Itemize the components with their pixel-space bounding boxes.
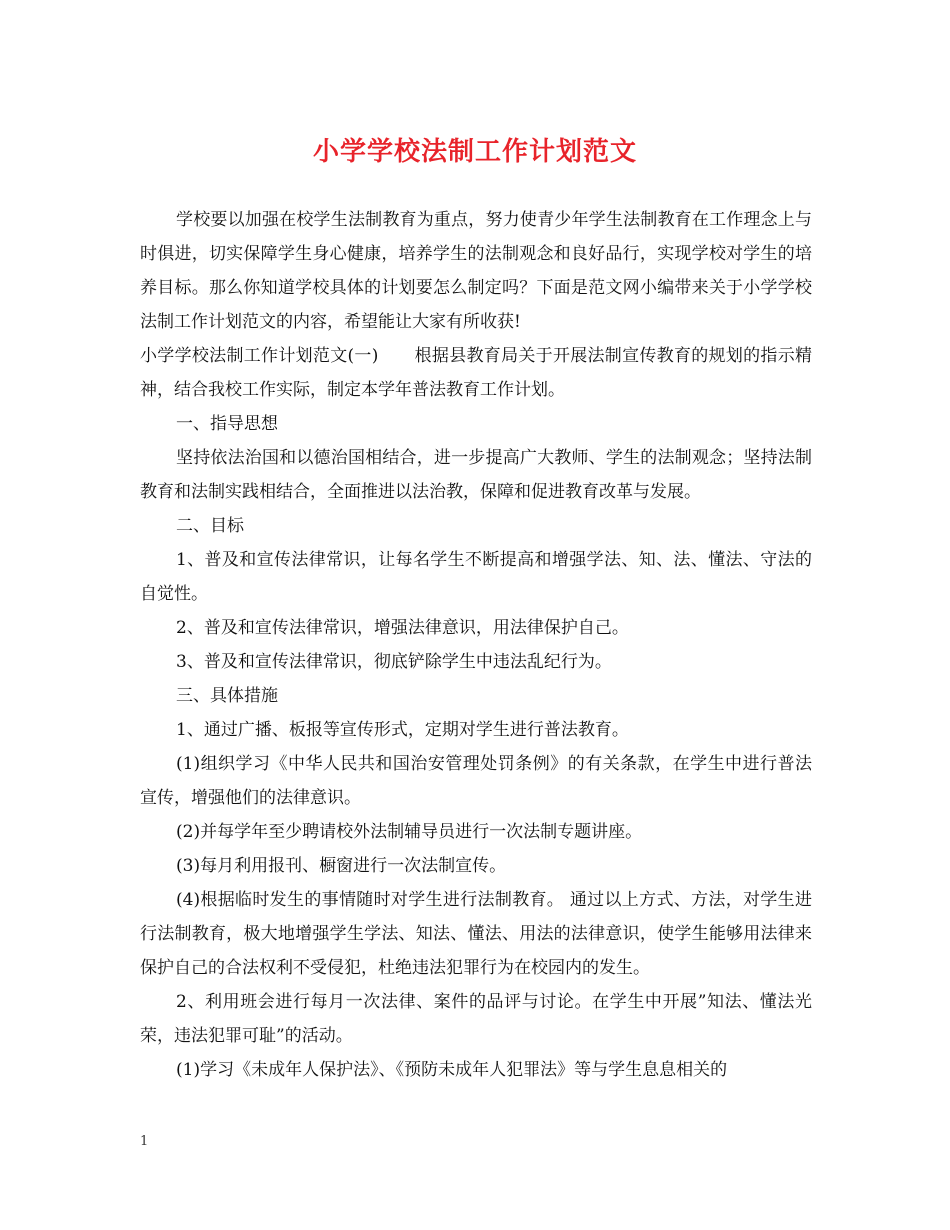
paragraph: (4)根据临时发生的事情随时对学生进行法制教育。 通过以上方式、方法，对学生进行法制教育，极大地增强学生学法、知法、懂法、用法的法律意识，使学生能够用法律来保护自己的合法权利不受侵犯，杜绝违法犯罪行为在校园内的发生。 [140,890,812,978]
heading-guiding-thought: 一、指导思想 [176,414,278,434]
paragraph: 1、普及和宣传法律常识，让每名学生不断提高和增强学法、知、法、懂法、守法的自觉性。 [140,550,812,604]
document-body [140,203,812,1087]
intro-paragraph: 学校要以加强在校学生法制教育为重点，努力使青少年学生法制教育在工作理念上与时俱进，切实保障学生身心健康，培养学生的法制观念和良好品行，实现学校对学生的培养目标。那么你知道学校具体的计划要怎么制定吗？下面是范文网小编带来关于小学学校法制工作计划范文的内容，希望能让大家有所收获! [140,210,812,332]
section-intro-text: 根据县教育局关于开展法制宣传教育的规划的指示精神，结合我校工作实际，制定本学年普法教育工作计划。 [140,346,812,400]
paragraph: 1、通过广播、板报等宣传形式，定期对学生进行普法教育。 [176,720,629,740]
document-title: 小学学校法制工作计划范文 [312,137,637,167]
page-number: 1 [140,1134,149,1149]
paragraph: (3)每月利用报刊、橱窗进行一次法制宣传。 [176,856,507,876]
paragraph: 2、普及和宣传法律常识，增强法律意识，用法律保护自己。 [176,618,629,638]
heading-measures: 三、具体措施 [176,686,278,706]
paragraph: 3、普及和宣传法律常识，彻底铲除学生中违法乱纪行为。 [176,652,612,672]
paragraph: (2)并每学年至少聘请校外法制辅导员进行一次法制专题讲座。 [176,822,643,842]
section-paragraph [140,339,812,407]
section-heading: 小学学校法制工作计划范文(一) [140,346,379,366]
paragraph: 2、利用班会进行每月一次法律、案件的品评与讨论。在学生中开展”知法、懂法光荣，违法犯罪可耻”的活动。 [140,992,812,1046]
paragraph: (1)组织学习《中华人民共和国治安管理处罚条例》的有关条款，在学生中进行普法宣传，增强他们的法律意识。 [140,754,812,808]
paragraph: (1)学习《未成年人保护法》、《预防未成年人犯罪法》等与学生息息相关的 [176,1060,728,1080]
heading-goals: 二、目标 [176,516,244,536]
paragraph: 坚持依法治国和以德治国相结合，进一步提高广大教师、学生的法制观念；坚持法制教育和法制实践相结合，全面推进以法治教，保障和促进教育改革与发展。 [140,448,812,502]
